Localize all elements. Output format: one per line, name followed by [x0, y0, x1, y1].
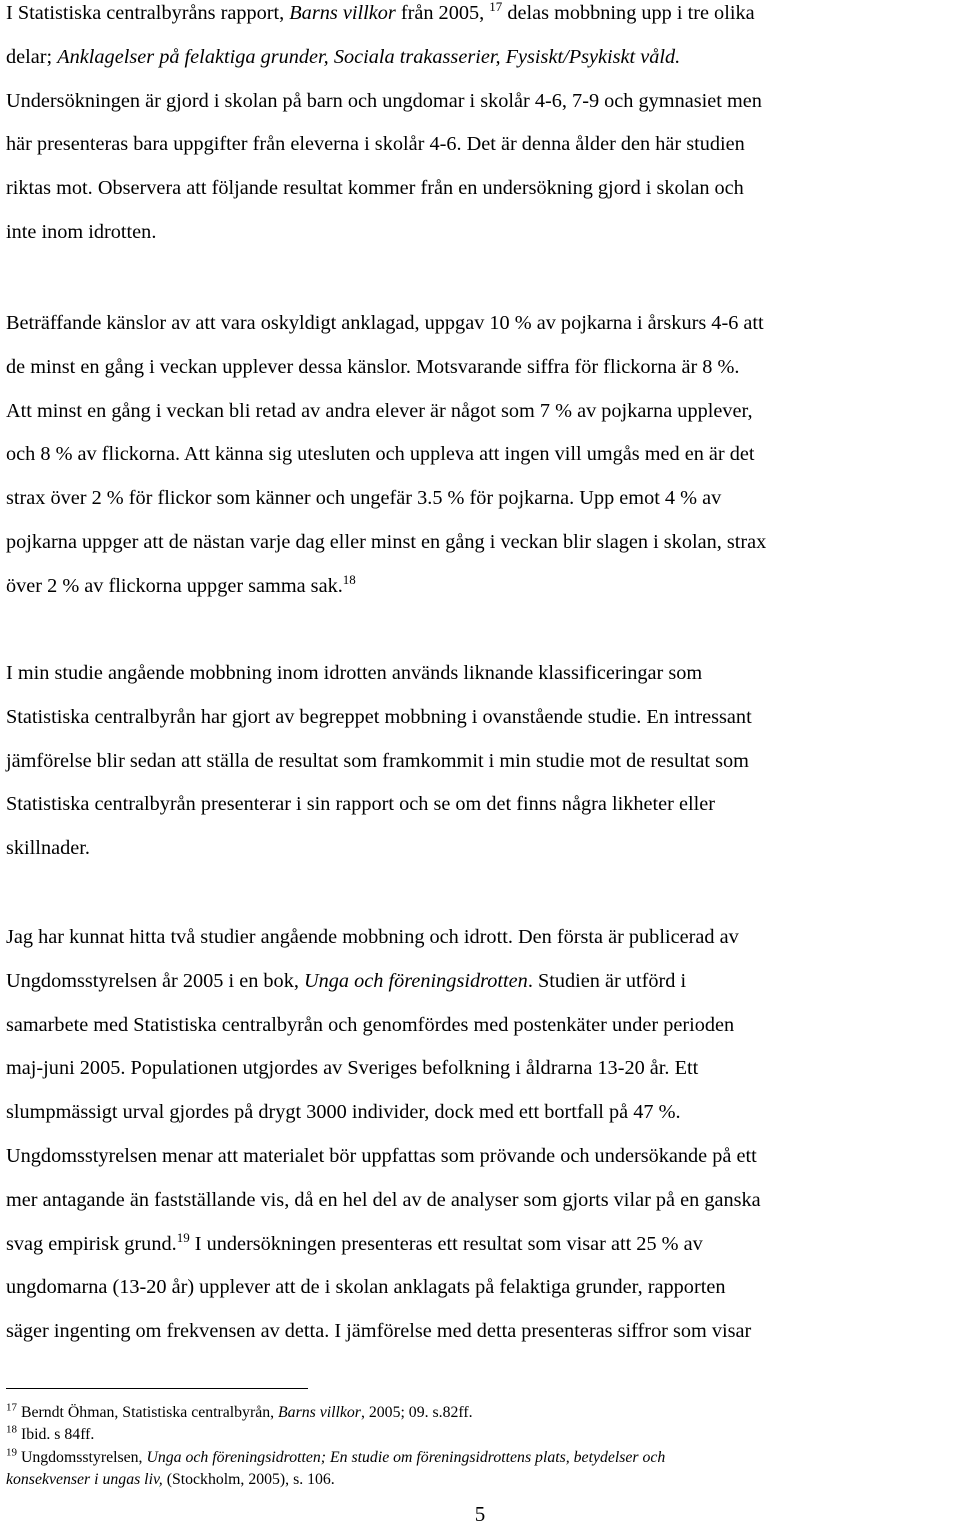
text-line: strax över 2 % för flickor som känner och ungefär 3.5 % för pojkarna. Upp emot 4 % av: [6, 487, 722, 510]
text-line: säger ingenting om frekvensen av detta. I jämförelse med detta presenteras siffror som visar: [6, 1320, 752, 1343]
page-number: 5: [474, 1502, 486, 1526]
text-line: maj-juni 2005. Populationen utgjordes av Sveriges befolkning i åldrarna 13-20 år. Ett: [6, 1057, 699, 1080]
paragraph-two-studies: [6, 916, 956, 1354]
text-line: mer antagande än fastställande vis, då en hel del av de analyser som gjorts vilar på en ganska: [6, 1188, 761, 1211]
footnote-number: 17: [6, 1401, 17, 1414]
text-line: Att minst en gång i veckan bli retad av andra elever är något som 7 % av pojkarna upplever,: [6, 399, 753, 422]
text-run: Ungdomsstyrelsen år 2005 i en bok,: [6, 969, 304, 992]
footnote-title-italic: Unga och föreningsidrotten; En studie om föreningsidrottens plats, betydelser och: [146, 1448, 666, 1466]
paragraph-results: [6, 302, 956, 609]
text-line: de minst en gång i veckan upplever dessa känslor. Motsvarande siffra för flickorna är 8 %.: [6, 355, 740, 378]
text-run: Ungdomsstyrelsen,: [17, 1448, 147, 1466]
text-run: svag empirisk grund.: [6, 1232, 177, 1255]
footnote-ref-18[interactable]: 18: [342, 572, 356, 588]
text-line: pojkarna uppger att de nästan varje dag eller minst en gång i veckan blir slagen i skolan, strax: [6, 530, 767, 553]
text-line: [6, 565, 956, 609]
text-line: samarbete med Statistiska centralbyrån och genomfördes med postenkäter under perioden: [6, 1013, 735, 1036]
footnote-number: 18: [6, 1424, 17, 1437]
text-line: och 8 % av flickorna. Att känna sig utesluten och uppleva att ingen vill umgås med en är det: [6, 443, 755, 466]
footnote-ref-17[interactable]: 17: [489, 0, 503, 15]
text-line: [6, 0, 956, 36]
paragraph-my-study: [6, 652, 956, 871]
text-run: Berndt Öhman, Statistiska centralbyrån,: [17, 1404, 279, 1421]
book-title-italic: Unga och föreningsidrotten: [303, 969, 528, 992]
text-run: över 2 % av flickorna uppger samma sak.: [6, 574, 343, 597]
text-line: Ungdomsstyrelsen menar att materialet bör uppfattas som prövande och undersökande på ett: [6, 1144, 757, 1167]
footnote-number: 19: [6, 1446, 17, 1459]
footnotes: [6, 1402, 956, 1491]
text-line: Undersökningen är gjord i skolan på barn och ungdomar i skolår 4-6, 7-9 och gymnasiet men: [6, 89, 762, 112]
footnote-title-italic: Barns villkor: [278, 1404, 361, 1421]
text-line: Statistiska centralbyrån har gjort av begreppet mobbning i ovanstående studie. En intressant: [6, 705, 752, 728]
footnote-19-continued: [6, 1469, 956, 1491]
text-run: delas mobbning upp i tre olika: [502, 2, 755, 24]
text-line: riktas mot. Observera att följande resultat kommer från en undersökning gjord i skolan och: [6, 177, 744, 200]
text-line: här presenteras bara uppgifter från eleverna i skolår 4-6. Det är denna ålder den här studien: [6, 133, 745, 156]
footnote-19: [6, 1447, 956, 1469]
text-run: . Studien är utförd i: [527, 969, 687, 992]
text-line: slumpmässigt urval gjordes på drygt 3000 individer, dock med ett bortfall på 47 %.: [6, 1101, 681, 1124]
text-line: jämförelse blir sedan att ställa de resultat som framkommit i min studie mot de resultat som: [6, 749, 749, 772]
text-run: (Stockholm, 2005), s. 106.: [162, 1470, 335, 1488]
text-line: I min studie angående mobbning inom idrotten används liknande klassificeringar som: [6, 662, 703, 684]
footnote-18: [6, 1424, 956, 1446]
footnote-title-italic: konsekvenser i ungas liv,: [6, 1470, 163, 1488]
text-line: [6, 36, 956, 80]
categories-italic: Anklagelser på felaktiga grunder, Sociala trakasserier, Fysiskt/Psykiskt våld.: [57, 45, 681, 68]
text-run: , 2005; 09. s.82ff.: [360, 1404, 473, 1421]
footnote-separator: [6, 1388, 308, 1389]
footnote-17: [6, 1402, 956, 1424]
footnote-ref-19[interactable]: 19: [176, 1229, 190, 1245]
text-run: I undersökningen presenteras ett resultat som visar att 25 % av: [189, 1232, 703, 1255]
text-run: Ibid. s 84ff.: [17, 1426, 95, 1444]
text-run: delar;: [6, 45, 58, 68]
text-line: ungdomarna (13-20 år) upplever att de i skolan anklagats på felaktiga grunder, rapporten: [6, 1276, 726, 1299]
text-line: skillnader.: [6, 837, 90, 860]
text-line: [6, 1223, 956, 1267]
text-line: inte inom idrotten.: [6, 220, 157, 243]
paragraph-scb-report: [6, 0, 956, 255]
text-line: Statistiska centralbyrån presenterar i sin rapport och se om det finns några likheter eller: [6, 793, 716, 816]
text-line: Beträffande känslor av att vara oskyldigt anklagad, uppgav 10 % av pojkarna i årskurs 4-6 att: [6, 312, 764, 334]
text-run: I Statistiska centralbyråns rapport,: [6, 2, 290, 24]
text-line: [6, 960, 956, 1004]
report-title-italic: Barns villkor: [289, 2, 396, 24]
text-run: från 2005,: [395, 2, 490, 24]
text-line: Jag har kunnat hitta två studier angående mobbning och idrott. Den första är publicerad av: [6, 926, 739, 948]
